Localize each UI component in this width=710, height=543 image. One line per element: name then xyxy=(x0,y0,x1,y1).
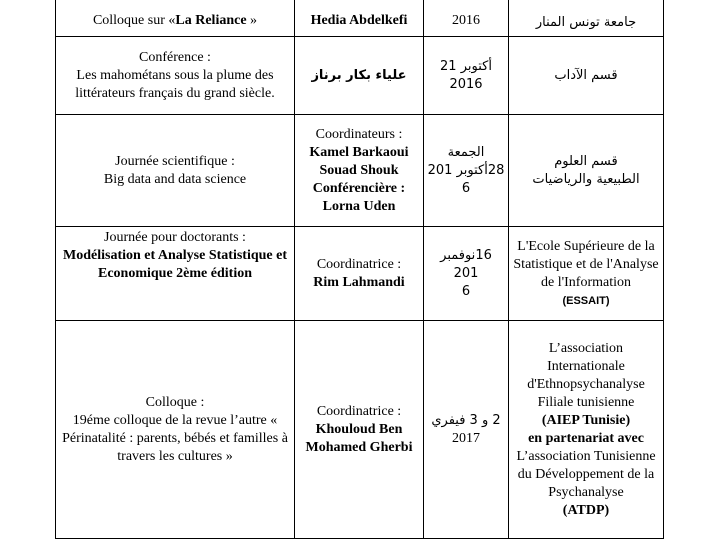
place-abbr: (ATDP) xyxy=(562,502,610,518)
date-text: 28أكتوبر 201 xyxy=(427,162,505,178)
date-text: أكتوبر 21 xyxy=(440,58,492,74)
table-row xyxy=(56,227,664,321)
place-text: L’association Tunisienne du Développement de la Psychanalyse xyxy=(516,448,656,500)
place-cell xyxy=(509,115,664,227)
place-text: قسم الآداب xyxy=(554,67,618,83)
table-row xyxy=(56,37,664,115)
place-cell xyxy=(509,227,664,321)
event-title: Big data and data science xyxy=(103,171,247,187)
date-cell xyxy=(424,321,509,539)
organizer-cell xyxy=(295,321,424,539)
date-year: 6 xyxy=(461,180,471,196)
organizer-names: Kamel Barkaoui Souad Shouk xyxy=(309,144,409,178)
event-cell xyxy=(56,115,295,227)
date-day: الجمعة xyxy=(447,144,485,160)
place-cell xyxy=(509,0,664,37)
speaker-name: Lorna Uden xyxy=(322,198,396,214)
event-title: La Reliance xyxy=(175,13,247,28)
place-cell xyxy=(509,321,664,539)
organizer-cell xyxy=(295,0,424,37)
event-type: Journée scientifique : xyxy=(115,153,235,169)
organizer-name: علياء بكار برناز xyxy=(311,67,407,83)
event-cell xyxy=(56,227,295,321)
place-text: قسم العلوم xyxy=(554,153,618,169)
organizer-label: Coordinatrice : xyxy=(316,256,402,272)
date-year: 2017 xyxy=(452,430,480,446)
organizer-label: Coordinateurs : xyxy=(315,126,403,142)
event-cell xyxy=(56,0,295,37)
place-partnership: en partenariat avec xyxy=(528,430,644,446)
event-type: Journée pour doctorants : xyxy=(104,230,246,245)
table-row xyxy=(56,321,664,539)
organizer-name: Khouloud Ben Mohamed Gherbi xyxy=(305,421,413,455)
table-row xyxy=(56,115,664,227)
event-type: Colloque : xyxy=(145,394,205,410)
date-cell xyxy=(424,227,509,321)
events-table xyxy=(55,0,664,539)
place-text: L'Ecole Supérieure de la Statistique et de l'Analyse de l'Information xyxy=(513,238,659,290)
organizer-cell xyxy=(295,115,424,227)
event-text: Colloque sur « xyxy=(92,13,176,28)
event-title: Les mahométans sous la plume des littérateurs français du grand siècle. xyxy=(75,67,275,101)
date-cell xyxy=(424,37,509,115)
place-text: الطبيعية والرياضيات xyxy=(532,171,640,187)
event-title: 19éme colloque de la revue l’autre « Périnatalité : parents, bébés et familles à travers les cultures » xyxy=(62,412,288,464)
speaker-label: Conférencière : xyxy=(312,180,406,196)
organizer-cell xyxy=(295,227,424,321)
event-cell xyxy=(56,37,295,115)
organizer-name: Rim Lahmandi xyxy=(313,274,405,290)
organizer-label: Coordinatrice : xyxy=(316,403,402,419)
event-text: » xyxy=(246,13,258,28)
organizer-cell xyxy=(295,37,424,115)
date-year: 2016 xyxy=(449,76,483,92)
date-text: 2016 xyxy=(452,13,480,28)
date-text: 2 و 3 فيفري xyxy=(431,412,501,428)
place-text: L’association Internationale d'Ethnopsychanalyse Filiale tunisienne xyxy=(527,340,645,410)
place-text: جامعة تونس المنار xyxy=(535,15,637,30)
event-cell xyxy=(56,321,295,539)
date-cell xyxy=(424,0,509,37)
table-row xyxy=(56,0,664,37)
date-text: 16نوفمبر 201 xyxy=(440,247,492,281)
date-cell xyxy=(424,115,509,227)
organizer-name: Hedia Abdelkefi xyxy=(310,13,408,28)
event-title: Modélisation et Analyse Statistique et Economique 2ème édition xyxy=(63,248,287,281)
date-year: 6 xyxy=(461,283,471,299)
place-abbr: (AIEP Tunisie) xyxy=(541,412,631,428)
event-type: Conférence : xyxy=(139,49,211,65)
place-cell xyxy=(509,37,664,115)
place-abbr: (ESSAIT) xyxy=(562,294,610,307)
